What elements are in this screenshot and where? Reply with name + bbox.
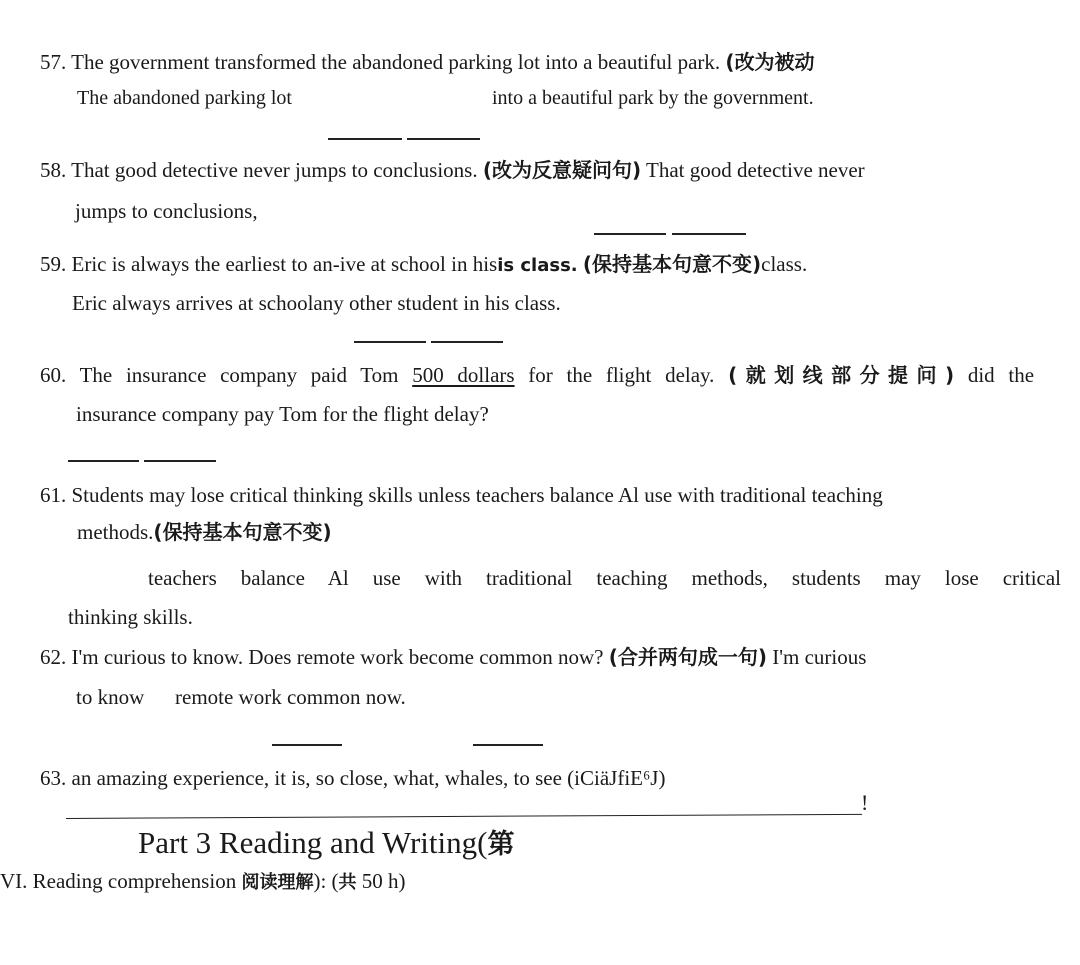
section6-label-cn: 阅读理解 bbox=[241, 872, 314, 893]
q57-text: 57. The government transformed the abandoned parking lot into a beautiful park. bbox=[40, 50, 721, 74]
q62-instruction: (合并两句成一句) bbox=[608, 645, 767, 669]
q59-sentence bbox=[40, 251, 807, 279]
q58-blank-1[interactable] bbox=[594, 233, 666, 235]
q60-instruction: (就划线部分提问) bbox=[728, 363, 955, 387]
q58-answer-start: jumps to conclusions, bbox=[75, 199, 258, 223]
q63-end-mark: ! bbox=[861, 790, 869, 815]
q60-blank-2[interactable] bbox=[144, 460, 216, 462]
section6-score: 50 h) bbox=[356, 869, 406, 893]
q61-sentence: 61. Students may lose critical thinking skills unless teachers balance Al use with traditional teaching bbox=[40, 483, 883, 507]
q63-sentence: 63. an amazing experience, it is, so close, what, whales, to see (iCiäJfiE⁶J) bbox=[40, 766, 666, 790]
q62-blank-2[interactable] bbox=[473, 744, 543, 746]
q58-instruction: (改为反意疑问句) bbox=[482, 158, 642, 182]
q58-blank-2[interactable] bbox=[672, 233, 746, 235]
q59-instruction: (保持基本句意不变) bbox=[582, 252, 762, 276]
q60-sentence bbox=[40, 362, 1034, 388]
q59-blank-1[interactable] bbox=[354, 341, 426, 343]
q57-answer-end: into a beautiful park by the government. bbox=[492, 87, 814, 109]
q57-blank-1[interactable] bbox=[328, 138, 402, 140]
q60-text: 60. The insurance company paid Tom bbox=[40, 363, 399, 387]
q61-text-end: methods. bbox=[77, 520, 154, 544]
q60-text-cont: for the flight delay. bbox=[528, 363, 715, 387]
q57-instruction: (改为被动 bbox=[725, 50, 815, 74]
q62-blank-1[interactable] bbox=[272, 744, 342, 746]
section6-punct: ): ( bbox=[313, 869, 339, 893]
q62-sentence bbox=[40, 644, 866, 670]
q60-text-end: did the bbox=[967, 363, 1035, 387]
q62-text: 62. I'm curious to know. Does remote work become common now? bbox=[40, 645, 604, 669]
q61-sentence-cont bbox=[77, 519, 332, 545]
q60-underlined-part: 500 dollars bbox=[412, 363, 515, 387]
q62-answer-end: remote work common now. bbox=[175, 685, 406, 709]
q57-answer-start: The abandoned parking lot bbox=[77, 87, 292, 109]
q60-answer-line: insurance company pay Tom for the flight delay? bbox=[76, 402, 489, 426]
q62-text-cont: I'm curious bbox=[772, 645, 867, 669]
q62-answer-start: to know bbox=[76, 685, 145, 709]
q63-answer-line[interactable] bbox=[66, 814, 862, 819]
part3-title bbox=[138, 825, 514, 863]
q58-text: 58. That good detective never jumps to conclusions. bbox=[40, 158, 478, 182]
q61-answer-end: thinking skills. bbox=[68, 605, 193, 629]
q60-blank-1[interactable] bbox=[68, 460, 139, 462]
section6-heading bbox=[0, 868, 406, 896]
q57-sentence bbox=[40, 49, 815, 75]
q59-text-end: class. bbox=[761, 252, 808, 276]
q59-text-overlap: is class. bbox=[497, 255, 578, 276]
q61-instruction: (保持基本句意不变) bbox=[153, 520, 332, 544]
q59-answer-line: Eric always arrives at schoolany other student in his class. bbox=[72, 291, 561, 315]
part3-title-text: Part 3 Reading and Writing( bbox=[138, 825, 488, 860]
q61-answer-line: teachers balance Al use with traditional teaching methods, students may lose critical bbox=[148, 566, 1061, 590]
q59-blank-2[interactable] bbox=[431, 341, 503, 343]
section6-total-cn: 共 bbox=[338, 872, 357, 893]
part3-title-cn: 第 bbox=[487, 829, 515, 860]
q59-text: 59. Eric is always the earliest to an-ive at school in his bbox=[40, 252, 498, 276]
section6-label: VI. Reading comprehension bbox=[0, 869, 237, 893]
q57-blank-2[interactable] bbox=[407, 138, 480, 140]
q58-text-cont: That good detective never bbox=[646, 158, 865, 182]
q58-sentence bbox=[40, 157, 865, 183]
